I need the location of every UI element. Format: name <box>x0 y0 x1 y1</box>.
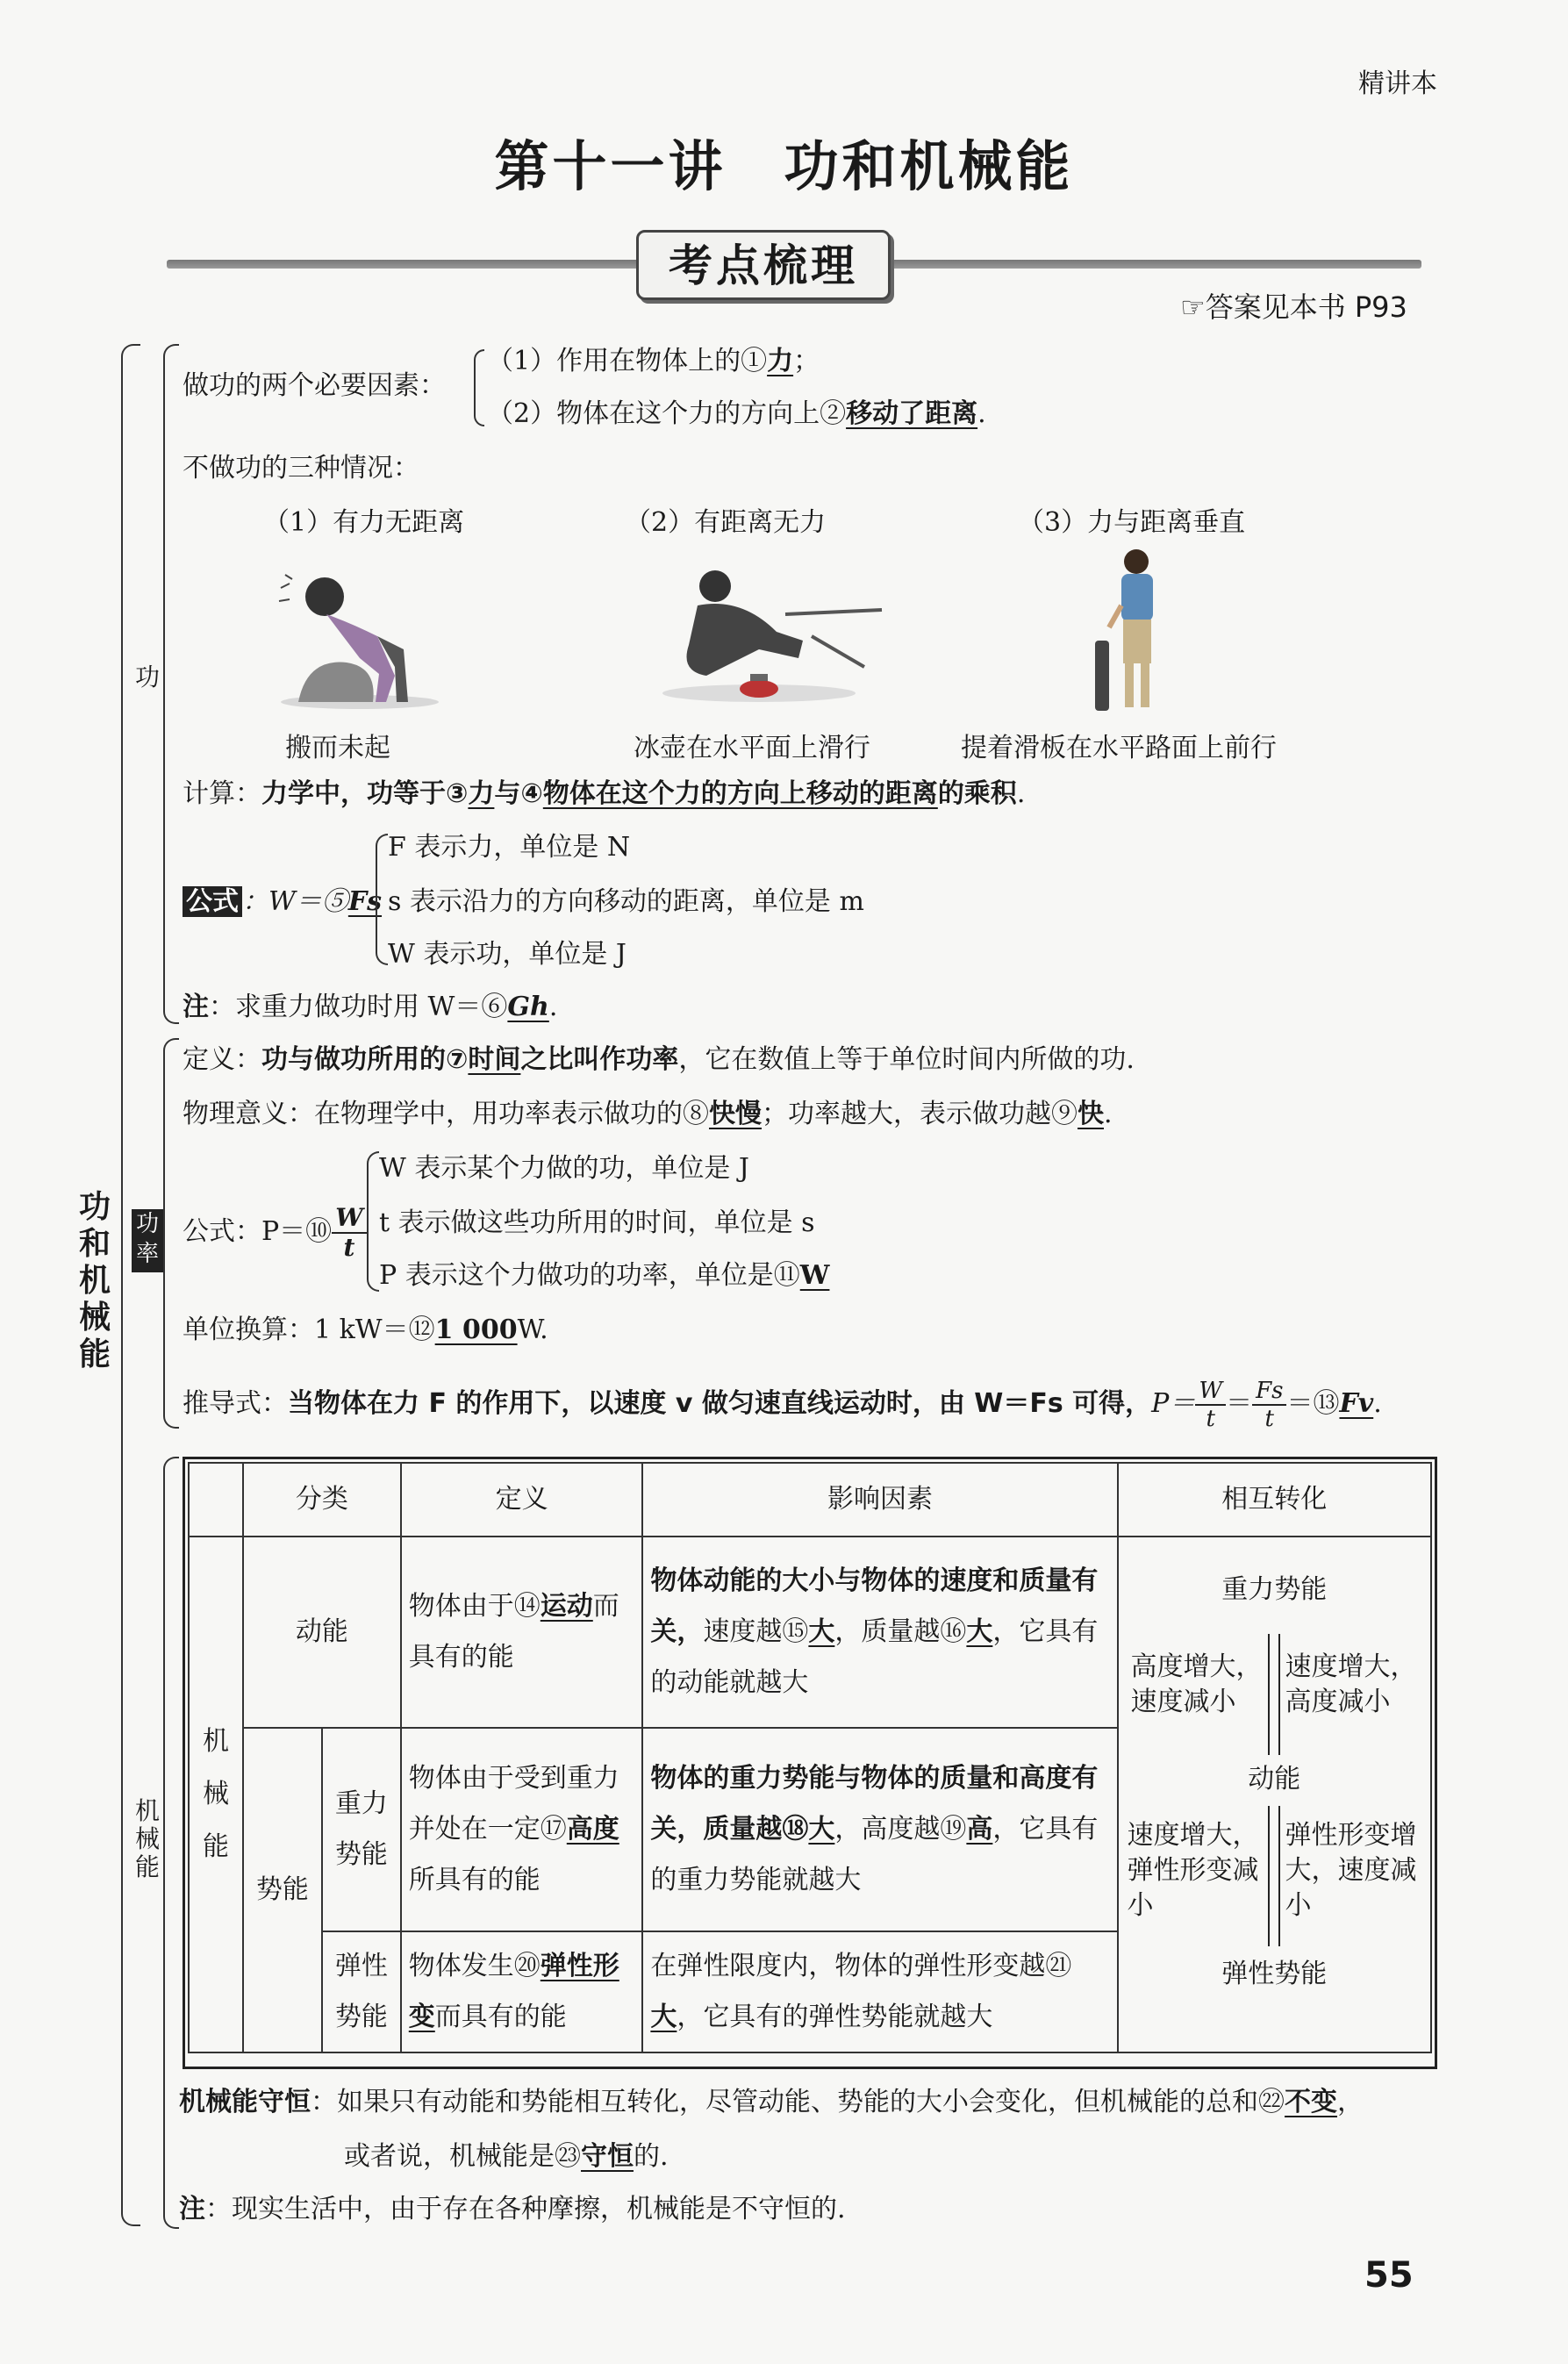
factor2-pre: （2）物体在这个力的方向上② <box>487 398 847 429</box>
gravity-def-pre: 物体由于受到重力并处在一定⑰ <box>408 1763 619 1845</box>
power-item-P <box>379 1258 829 1293</box>
conservation-answer-23: 守恒 <box>581 2141 634 2172</box>
gravity-factor-m2: ，高度越⑲ <box>834 1814 967 1845</box>
kinetic-factor-m3: ，它具有的动能就越大 <box>650 1616 1099 1698</box>
kinetic-def-pre: 物体由于⑭ <box>408 1591 541 1622</box>
note-answer: Gh <box>507 992 549 1022</box>
derive-p: P＝ <box>1151 1388 1196 1419</box>
conv-bottom: 弹性势能 <box>1221 1959 1328 1989</box>
gravity-factor-answer-18: 大 <box>808 1814 835 1845</box>
frac1-num: W <box>1195 1378 1226 1406</box>
elastic-factor-answer: 大 <box>650 2002 677 2032</box>
lifting-rock-illustration <box>263 562 439 711</box>
kinetic-def-answer: 运动 <box>540 1591 593 1622</box>
caption-3: 提着滑板在水平路面上前行 <box>961 733 1277 763</box>
gravity-factor-m3: ，它具有的重力势能就越大 <box>650 1814 1099 1895</box>
meaning-mid: ；功率越大，表示做功越⑨ <box>762 1099 1078 1129</box>
factor1-pre: （1）作用在物体上的① <box>487 346 768 376</box>
no-work-title: 不做功的三种情况： <box>183 453 419 484</box>
power-formula <box>183 1204 367 1262</box>
calc-b2: 与④ <box>494 778 543 809</box>
power-def-answer: 时间 <box>468 1044 521 1075</box>
conservation-text-2: 或者说，机械能是㉓ <box>344 2141 581 2172</box>
derive-pre: 推导式： <box>183 1388 288 1419</box>
convert-answer: 1 000 <box>434 1315 518 1345</box>
table-header-category: 分类 <box>243 1463 401 1537</box>
conservation-label: 机械能守恒 <box>179 2087 311 2117</box>
carrying-skateboard-illustration <box>1088 544 1176 720</box>
conv-arrow-1 <box>1268 1634 1280 1755</box>
work-note <box>183 990 557 1025</box>
curling-illustration <box>654 562 891 711</box>
kinetic-name: 动能 <box>243 1537 401 1728</box>
formula-pre: ：W＝⑤ <box>242 886 348 917</box>
kinetic-factors <box>642 1537 1117 1728</box>
power-formula-brace <box>367 1151 379 1292</box>
note-text: ：求重力做功时用 W＝⑥ <box>209 992 508 1022</box>
kinetic-factor-answer-16: 大 <box>966 1616 993 1647</box>
table-header-row <box>189 1463 1431 1537</box>
work-bracket <box>163 344 179 1024</box>
derive-fraction-1 <box>1195 1378 1226 1432</box>
power-frac-den: t <box>343 1233 355 1262</box>
meaning-pre: 物理意义：在物理学中，用功率表示做功的⑧ <box>183 1099 709 1129</box>
note-end: . <box>548 992 558 1022</box>
elastic-factor-pre: 在弹性限度内，物体的弹性形变越㉑ <box>650 1951 1072 1981</box>
conv-mid: 动能 <box>1248 1764 1301 1794</box>
work-formula <box>183 885 382 920</box>
table-header-definition: 定义 <box>401 1463 643 1537</box>
case-3-label: （3）力与距离垂直 <box>1018 507 1246 538</box>
note-label: 注 <box>183 992 209 1022</box>
work-side-label: 功 <box>134 663 160 691</box>
gravity-definition <box>401 1728 643 1931</box>
case-2-label: （2）有距离无力 <box>625 507 827 538</box>
power-frac-num: W <box>332 1204 366 1234</box>
meaning-answer-9: 快 <box>1078 1099 1104 1129</box>
kinetic-factor-m2: ，质量越⑯ <box>834 1616 967 1647</box>
gravity-factor-bold: 物体的重力势能与物体的质量和高度有关， <box>650 1763 1099 1845</box>
work-factor-1 <box>487 344 820 379</box>
kinetic-factor-m1: 速度越⑮ <box>703 1616 809 1647</box>
power-definition <box>183 1042 1135 1078</box>
power-formula-pre: 公式：P＝⑩ <box>183 1216 333 1247</box>
formula-brace <box>376 834 388 965</box>
derive-eq13: ＝⑬ <box>1286 1388 1340 1419</box>
factors-brace <box>474 349 484 426</box>
page-number: 55 <box>1364 2255 1414 2296</box>
power-bracket <box>163 1038 179 1429</box>
convert-pre: 单位换算：1 kW＝⑫ <box>183 1315 435 1345</box>
work-calculation <box>183 777 1025 812</box>
power-derivation <box>183 1378 1382 1432</box>
elastic-factors <box>642 1931 1117 2052</box>
calc-b3: 的乘积 <box>937 778 1017 809</box>
caption-2: 冰壶在水平面上滑行 <box>634 733 870 763</box>
power-formula-fraction <box>332 1204 366 1262</box>
gravity-name: 重力势能 <box>322 1728 401 1931</box>
power-item-p-text: P 表示这个力做功的功率，单位是⑪ <box>379 1260 800 1291</box>
pointing-hand-icon: ☞ <box>1180 290 1206 324</box>
gravity-def-answer: 高度 <box>566 1814 619 1845</box>
kinetic-row <box>189 1537 1431 1728</box>
main-bracket <box>121 344 140 2226</box>
factor1-answer: 力 <box>767 346 794 376</box>
page-title: 第十一讲 功和机械能 <box>494 134 1074 198</box>
corner-label: 精讲本 <box>1358 68 1437 99</box>
main-side-label: 功和机械能 <box>78 1189 111 1372</box>
elastic-factor-post: ，它具有的弹性势能就越大 <box>677 2002 993 2032</box>
answer-ref-text: 答案见本书 P93 <box>1205 290 1407 324</box>
convert-end: W. <box>517 1315 548 1345</box>
conservation-answer-22: 不变 <box>1285 2087 1337 2117</box>
formula-answer: Fs <box>347 886 383 917</box>
factor2-answer: 移动了距离 <box>846 398 978 429</box>
power-side-label: 功率 <box>132 1209 163 1272</box>
mech-bracket <box>163 1457 179 2229</box>
power-item-t: t 表示做这些功所用的时间，单位是 s <box>379 1207 815 1238</box>
conservation-note-text: ：现实生活中，由于存在各种摩擦，机械能是不守恒的. <box>205 2194 846 2224</box>
kinetic-definition <box>401 1537 643 1728</box>
gravity-factors <box>642 1728 1117 1931</box>
frac1-den: t <box>1206 1406 1215 1432</box>
calc-b1: 力学中，功等于③ <box>261 778 469 809</box>
meaning-end: . <box>1104 1099 1113 1129</box>
conservation-line-1 <box>179 2085 1364 2120</box>
elastic-def-pre: 物体发生⑳ <box>408 1951 541 1981</box>
work-factor-2 <box>487 397 986 432</box>
conservation-line-2 <box>344 2139 669 2174</box>
frac2-den: t <box>1264 1406 1274 1432</box>
table-header-factors: 影响因素 <box>642 1463 1117 1537</box>
calc-answer-3: 力 <box>468 778 495 809</box>
conversion-cell <box>1118 1537 1431 2052</box>
power-def-b2: 之比叫作功率 <box>520 1044 679 1075</box>
group-mech-label <box>189 1537 243 2052</box>
mech-side-label: 机械能 <box>134 1796 160 1881</box>
elastic-definition <box>401 1931 643 2052</box>
potential-label: 势能 <box>243 1728 322 2052</box>
section-banner: 考点梳理 <box>636 230 891 300</box>
formula-item-s: s 表示沿力的方向移动的距离，单位是 m <box>388 886 864 917</box>
conservation-note <box>179 2192 846 2227</box>
elastic-def-answer: 弹性形变 <box>408 1951 619 2032</box>
power-def-b1: 功与做功所用的⑦ <box>261 1044 469 1075</box>
formula-item-W: W 表示功，单位是 J <box>388 939 626 970</box>
meaning-answer-8: 快慢 <box>709 1099 762 1129</box>
derive-eq: ＝ <box>1226 1388 1253 1419</box>
caption-1: 搬而未起 <box>285 733 390 763</box>
derive-fraction-2 <box>1252 1378 1286 1432</box>
conservation-end-2: 的. <box>634 2141 669 2172</box>
answer-reference <box>1180 285 1407 326</box>
gravity-factor-m1: 质量越⑱ <box>703 1814 809 1845</box>
work-factors-label: 做功的两个必要因素： <box>183 370 446 401</box>
gravity-factor-answer-19: 高 <box>966 1814 993 1845</box>
power-item-W: W 表示某个力做的功，单位是 J <box>379 1153 749 1184</box>
table-header-empty <box>189 1463 243 1537</box>
elastic-name: 弹性势能 <box>322 1931 401 2052</box>
kinetic-factor-answer-15: 大 <box>808 1616 835 1647</box>
calc-answer-4: 物体在这个力的方向上移动的距离 <box>542 778 938 809</box>
factor1-post: ； <box>793 346 820 376</box>
conv-left-1: 高度增大，速度减小 <box>1130 1651 1263 1717</box>
gravity-def-post: 所具有的能 <box>408 1865 541 1895</box>
elastic-def-post: 而具有的能 <box>434 2002 567 2032</box>
power-def-post: ，它在数值上等于单位时间内所做的功. <box>678 1044 1135 1075</box>
derive-end: . <box>1373 1388 1382 1419</box>
factor2-post: . <box>977 398 986 429</box>
kinetic-factor-bold: 物体动能的大小与物体的速度和质量有关， <box>650 1565 1099 1647</box>
conv-right-1: 速度增大，高度减小 <box>1285 1651 1417 1717</box>
conv-left-2: 速度增大，弹性形变减小 <box>1127 1820 1259 1921</box>
conv-right-2: 弹性形变增大，速度减小 <box>1285 1820 1417 1921</box>
calc-end: . <box>1016 778 1026 809</box>
case-1-label: （1）有力无距离 <box>263 507 465 538</box>
power-unit-answer: W <box>799 1260 830 1291</box>
unit-conversion <box>183 1313 548 1348</box>
calc-pre: 计算： <box>183 778 261 809</box>
formula-tag: 公式 <box>183 886 242 917</box>
conservation-end-1: ， <box>1337 2087 1364 2117</box>
derive-answer: Fv <box>1339 1388 1374 1419</box>
frac2-num: Fs <box>1252 1378 1286 1406</box>
conv-arrow-2 <box>1268 1806 1280 1946</box>
power-def-pre: 定义： <box>183 1044 261 1075</box>
conservation-text-1: ：如果只有动能和势能相互转化，尽管动能、势能的大小会变化，但机械能的总和㉒ <box>311 2087 1285 2117</box>
group-label-text: 机械能 <box>202 1726 229 1862</box>
conv-top: 重力势能 <box>1221 1574 1328 1605</box>
kinetic-def-post: 而具有的能 <box>408 1591 619 1673</box>
table-header-conversion: 相互转化 <box>1118 1463 1431 1537</box>
formula-item-F: F 表示力，单位是 N <box>388 832 631 863</box>
derive-text: 当物体在力 F 的作用下，以速度 v 做匀速直线运动时，由 W＝Fs 可得， <box>288 1388 1152 1419</box>
energy-table <box>188 1462 1432 2053</box>
power-meaning <box>183 1097 1113 1132</box>
conservation-note-label: 注 <box>179 2194 205 2224</box>
